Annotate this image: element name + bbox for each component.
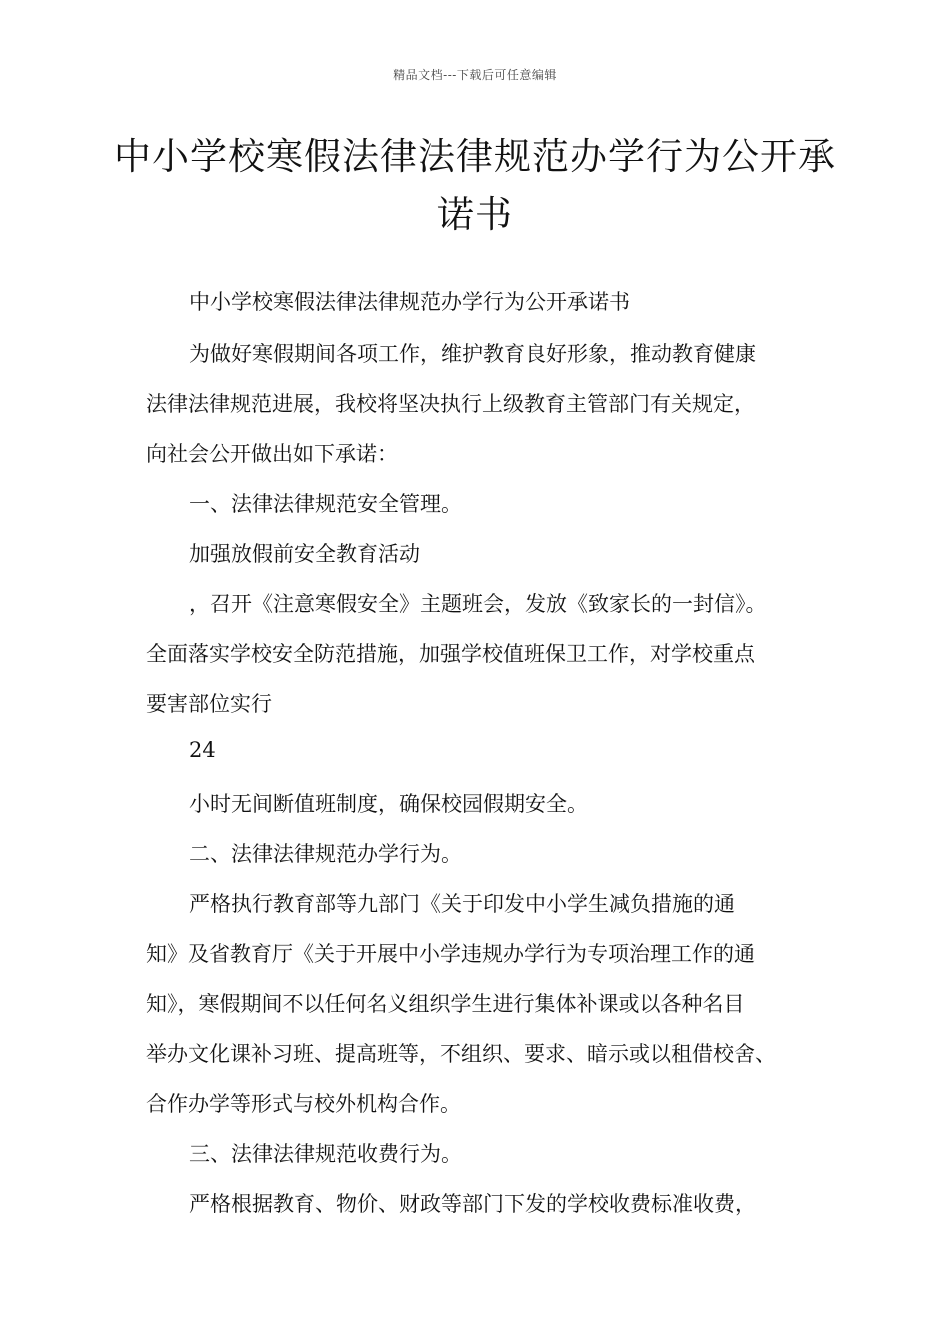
paragraph-line: 知》及省教育厅《关于开展中小学违规办学行为专项治理工作的通 — [146, 942, 755, 966]
document-title: 中小学校寒假法律法律规范办学行为公开承诺书 — [114, 135, 836, 236]
section-heading: 三、法律法律规范收费行为。 — [189, 1142, 462, 1166]
paragraph-line: ，召开《注意寒假安全》主题班会，发放《致家长的一封信》。 — [189, 592, 767, 616]
paragraph-line: 中小学校寒假法律法律规范办学行为公开承诺书 — [189, 290, 630, 314]
paragraph-line: 为做好寒假期间各项工作，维护教育良好形象，推动教育健康 — [189, 342, 756, 366]
paragraph-line: 举办文化课补习班、提高班等，不组织、要求、暗示或以租借校舍、 — [146, 1042, 776, 1066]
paragraph-line: 加强放假前安全教育活动 — [189, 542, 420, 566]
paragraph-line: 严格执行教育部等九部门《关于印发中小学生减负措施的通 — [189, 892, 735, 916]
paragraph-line: 24 — [189, 738, 216, 762]
paragraph-line: 知》，寒假期间不以任何名义组织学生进行集体补课或以各种名目 — [146, 992, 745, 1016]
paragraph-line: 全面落实学校安全防范措施，加强学校值班保卫工作，对学校重点 — [146, 642, 755, 666]
paragraph-line: 向社会公开做出如下承诺： — [146, 442, 398, 466]
paragraph-line: 严格根据教育、物价、财政等部门下发的学校收费标准收费， — [189, 1192, 756, 1216]
section-heading: 一、法律法律规范安全管理。 — [189, 492, 462, 516]
paragraph-line: 小时无间断值班制度，确保校园假期安全。 — [189, 792, 588, 816]
paragraph-line: 合作办学等形式与校外机构合作。 — [146, 1092, 461, 1116]
paragraph-line: 要害部位实行 — [146, 692, 272, 716]
section-heading: 二、法律法律规范办学行为。 — [189, 842, 462, 866]
paragraph-line: 法律法律规范进展，我校将坚决执行上级教育主管部门有关规定， — [146, 392, 755, 416]
header-note: 精品文档---下载后可任意编辑 — [393, 68, 557, 82]
